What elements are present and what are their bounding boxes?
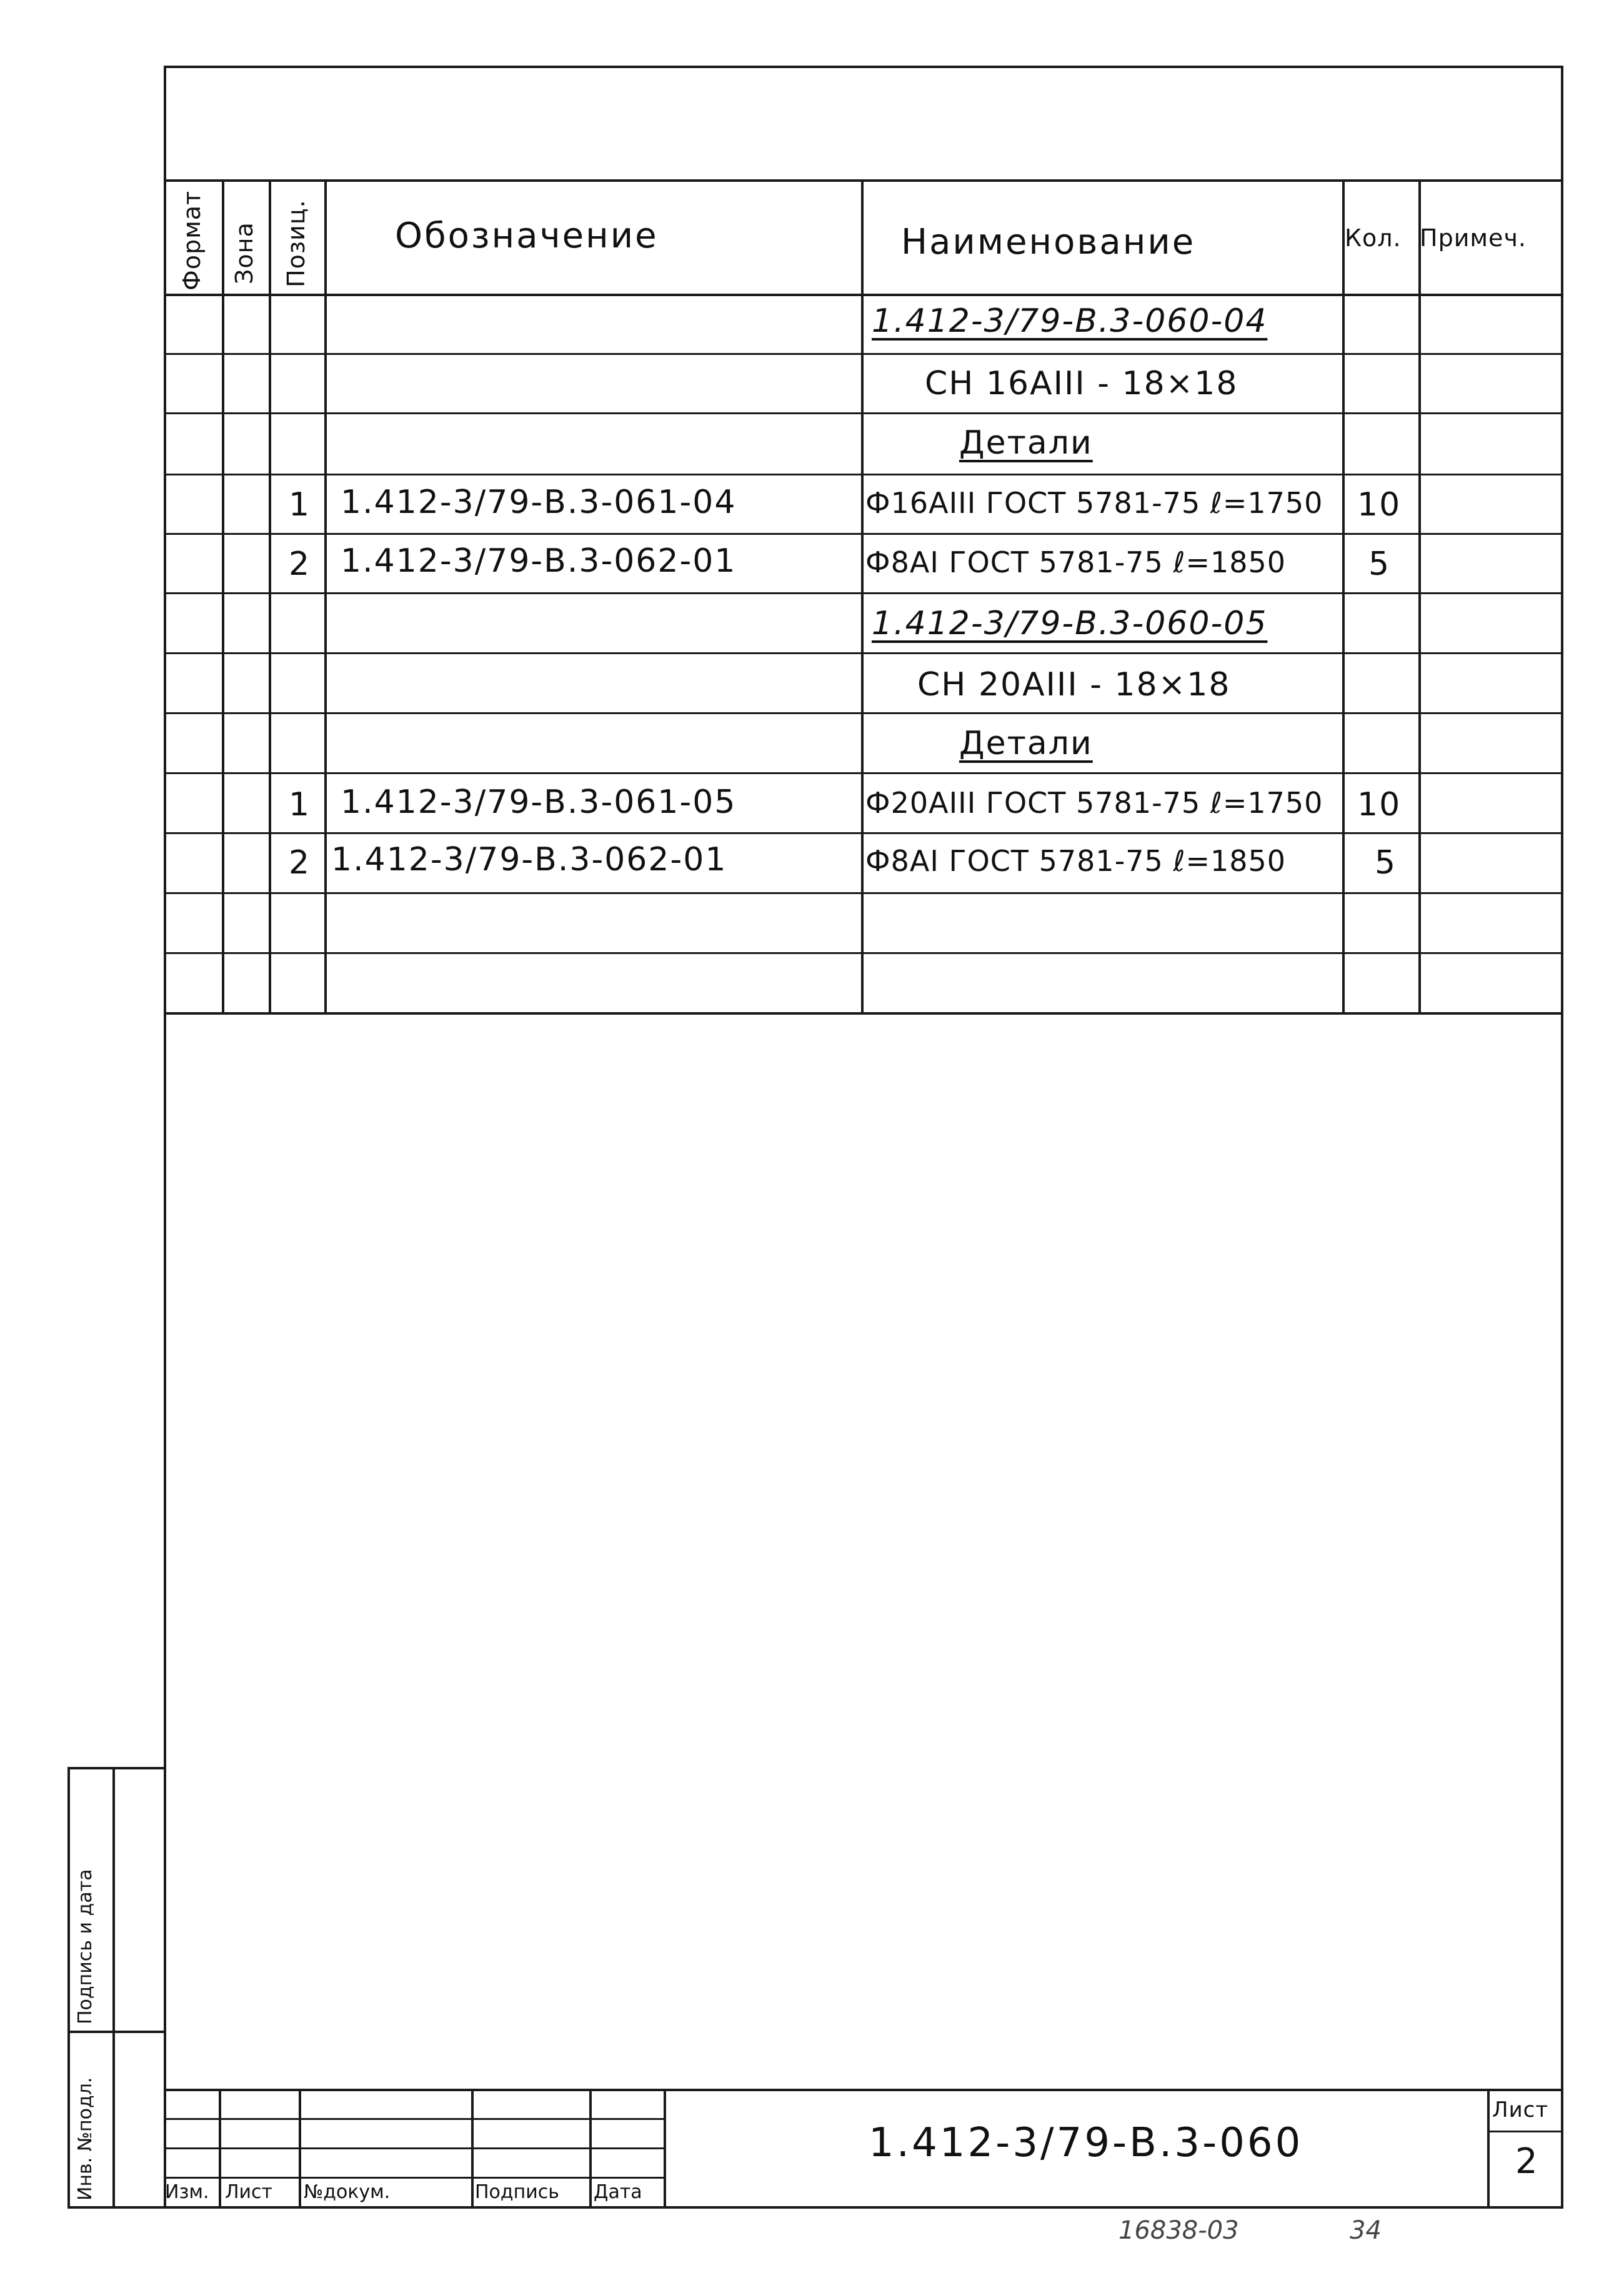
header-designation: Обозначение xyxy=(395,216,659,256)
frame-bottom xyxy=(164,2206,1563,2209)
page-number: 34 xyxy=(1350,2216,1382,2245)
position-number: 2 xyxy=(289,545,311,583)
izm-label: Изм. xyxy=(165,2181,209,2203)
assembly-name: СН 20АIII - 18×18 xyxy=(917,666,1231,704)
signature-label: Подпись xyxy=(475,2181,559,2203)
part-quantity: 5 xyxy=(1368,545,1391,583)
header-note: Примеч. xyxy=(1420,224,1527,252)
header-format: Формат xyxy=(178,190,206,291)
part-quantity: 10 xyxy=(1357,786,1402,823)
part-name: Ф8АI ГОСТ 5781-75 ℓ=1850 xyxy=(865,545,1287,579)
frame-right xyxy=(1561,66,1563,2209)
part-name: Ф8АI ГОСТ 5781-75 ℓ=1850 xyxy=(865,844,1287,878)
part-designation: 1.412-3/79-В.3-062-01 xyxy=(341,542,737,580)
document-code: 1.412-3/79-В.3-060 xyxy=(869,2120,1303,2166)
part-designation: 1.412-3/79-В.3-061-05 xyxy=(341,783,737,821)
position-number: 1 xyxy=(289,486,311,524)
part-name: Ф16АIII ГОСТ 5781-75 ℓ=1750 xyxy=(865,486,1323,520)
part-quantity: 10 xyxy=(1357,486,1402,524)
doc-number-label: №докум. xyxy=(304,2181,391,2203)
frame-left xyxy=(164,66,166,2209)
archive-number: 16838-03 xyxy=(1118,2216,1239,2245)
position-number: 2 xyxy=(289,844,311,882)
sheet-label: Лист xyxy=(1492,2097,1549,2122)
signature-date-label: Подпись и дата xyxy=(74,1869,96,2024)
header-zone: Зона xyxy=(231,222,258,284)
section-title: Детали xyxy=(959,424,1093,462)
assembly-designation: 1.412-3/79-В.3-060-05 xyxy=(872,605,1268,642)
sheet-col-label: Лист xyxy=(225,2181,273,2203)
part-name: Ф20АIII ГОСТ 5781-75 ℓ=1750 xyxy=(865,786,1323,820)
assembly-designation: 1.412-3/79-В.3-060-04 xyxy=(872,302,1268,340)
part-quantity: 5 xyxy=(1375,844,1397,882)
date-label: Дата xyxy=(594,2181,642,2203)
part-designation: 1.412-3/79-В.3-062-01 xyxy=(331,841,727,878)
inventory-number-label: Инв. №подл. xyxy=(74,2077,96,2201)
header-quantity: Кол. xyxy=(1345,224,1402,252)
sheet-number: 2 xyxy=(1515,2141,1538,2182)
section-title: Детали xyxy=(959,725,1093,762)
header-name: Наименование xyxy=(901,222,1196,262)
header-position: Позиц. xyxy=(282,199,310,287)
position-number: 1 xyxy=(289,786,311,823)
assembly-name: СН 16АIII - 18×18 xyxy=(925,365,1238,402)
frame-top xyxy=(164,66,1563,68)
part-designation: 1.412-3/79-В.3-061-04 xyxy=(341,484,737,521)
